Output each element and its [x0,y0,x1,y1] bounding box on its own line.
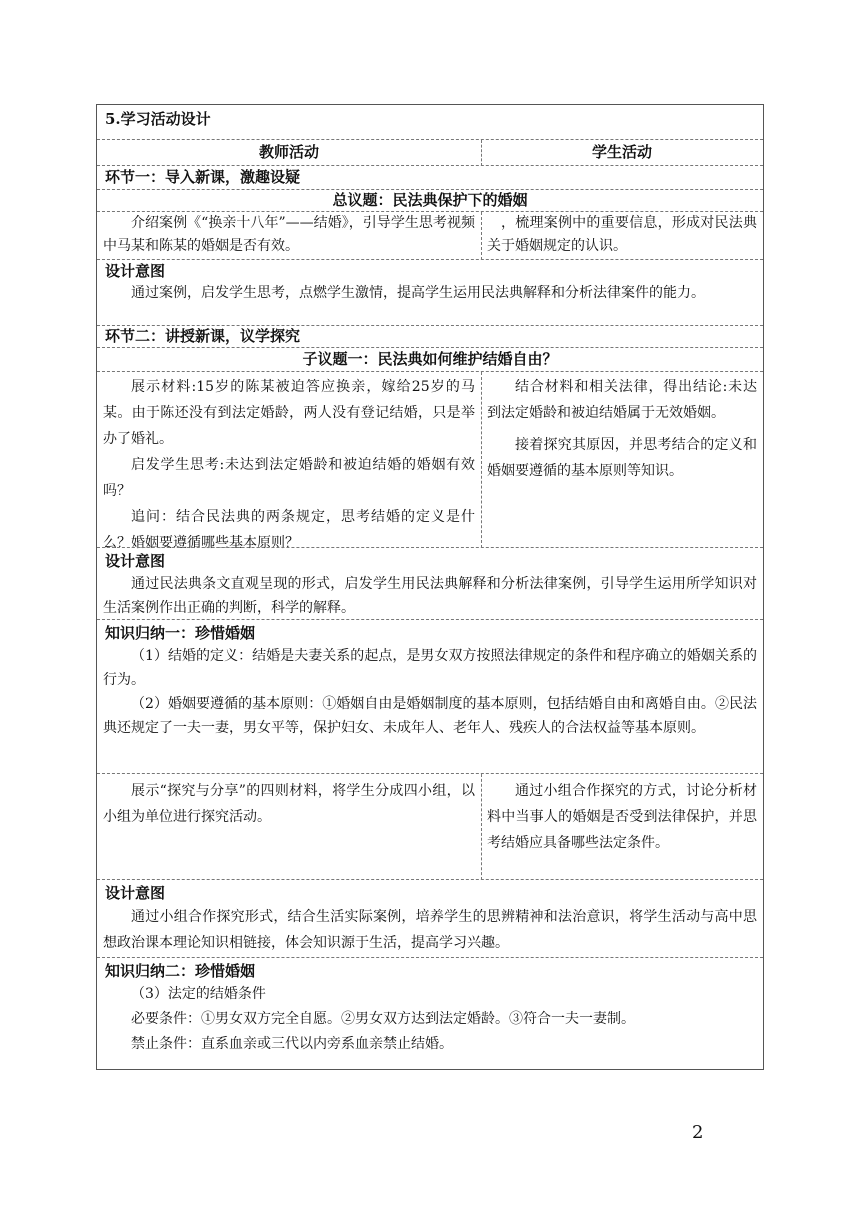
stage1-teacher-cell [97,212,481,258]
intent3-title: 设计意图 [105,884,166,902]
stage3-student-cell [481,774,763,856]
page-number: 2 [692,1122,704,1143]
stage1-teacher-text: 介绍案例《“换亲十八年”——结婚》，引导学生思考视频中马某和陈某的婚姻是否有效。 [103,215,475,254]
intent2-row [97,547,763,619]
stage2-student-cell [481,372,763,484]
knowledge2-p2: 必要条件：①男女双方完全自愿。②男女双方达到法定婚龄。③符合一夫一妻制。 [131,1011,635,1027]
student-activity-header: 学生活动 [591,143,652,161]
stage1-topic-row [97,189,763,211]
intent1-text: 通过案例，启发学生思考，点燃学生激情，提高学生运用民法典解释和分析法律案件的能力。 [131,285,705,301]
intent1-title: 设计意图 [105,262,166,280]
knowledge2-p1: （3）法定的结婚条件 [131,986,266,1002]
stage3-content-row [97,773,763,879]
stage1-student-text: ，梳理案例中的重要信息，形成对民法典关于婚姻规定的认识。 [487,215,757,254]
stage1-title: 环节一：导入新课，激趣设疑 [105,168,301,186]
intent2-cell [97,548,763,620]
knowledge1-row [97,619,763,773]
intent2-text: 通过民法典条文直观呈现的形式，启发学生用民法典解释和分析法律案例，引导学生运用所学知识对生活案例作出正确的判断，科学的解释。 [103,576,757,616]
stage3-teacher-text: 展示“探究与分享”的四则材料，将学生分成四小组，以小组为单位进行探究活动。 [103,783,475,825]
knowledge2-title: 知识归纳二：珍惜婚姻 [105,962,256,980]
stage1-title-row [97,165,763,189]
stage2-teacher-p1: 展示材料:15岁的陈某被迫答应换亲，嫁给25岁的马某。由于陈还没有到法定婚龄，两人没有登记结婚，只是举办了婚礼。 [103,379,475,447]
stage2-topic: 子议题一：民法典如何维护结婚自由？ [302,350,558,368]
stage3-teacher-cell [97,774,481,830]
knowledge1-cell [97,620,763,740]
section-title-row [97,105,763,133]
intent3-cell [97,880,763,956]
intent3-row [97,879,763,957]
knowledge2-p3: 禁止条件：直系血亲或三代以内旁系血亲禁止结婚。 [131,1036,453,1052]
stage2-teacher-p3: 追问：结合民法典的两条规定，思考结婚的定义是什么？婚姻要遵循哪些基本原则？ [103,509,475,551]
section-title: 5.学习活动设计 [105,110,211,128]
stage3-student-text: 通过小组合作探究的方式，讨论分析材料中当事人的婚姻是否受到法律保护，并思考结婚应具备哪些法定条件。 [487,783,757,851]
stage2-student-p1: 结合材料和相关法律，得出结论:未达到法定婚龄和被迫结婚属于无效婚姻。 [487,379,757,421]
stage1-content-row [97,211,763,259]
knowledge2-row [97,957,763,1069]
teacher-activity-header: 教师活动 [258,143,319,161]
lesson-plan-table [96,104,764,1070]
stage2-title-row [97,325,763,347]
stage2-title: 环节二：讲授新课，议学探究 [105,327,301,345]
intent2-title: 设计意图 [105,552,166,570]
stage2-content-row [97,371,763,551]
stage2-teacher-p2: 启发学生思考:未达到法定婚龄和被迫结婚的婚姻有效吗？ [103,457,475,499]
knowledge2-cell [97,958,763,1057]
stage1-student-cell [481,212,763,258]
intent1-row [97,259,763,325]
knowledge1-p2: （2）婚姻要遵循的基本原则：①婚姻自由是婚姻制度的基本原则，包括结婚自由和离婚自由。②民法典还规定了一夫一妻，男女平等，保护妇女、未成年人、老年人、残疾人的合法权益等基本原则。 [103,696,757,736]
stage1-topic: 总议题：民法典保护下的婚姻 [332,191,528,209]
stage2-student-p2: 接着探究其原因，并思考结合的定义和婚姻要遵循的基本原则等知识。 [487,437,757,479]
stage2-topic-row [97,347,763,371]
knowledge1-title: 知识归纳一：珍惜婚姻 [105,624,256,642]
intent1-cell [97,260,763,305]
intent3-text: 通过小组合作探究形式，结合生活实际案例，培养学生的思辨精神和法治意识，将学生活动与高中思想政治课本理论知识相链接，体会知识源于生活，提高学习兴趣。 [103,909,757,951]
stage2-teacher-cell [97,372,481,556]
knowledge1-p1: （1）结婚的定义：结婚是夫妻关系的起点，是男女双方按照法律规定的条件和程序确立的婚姻关系的行为。 [103,648,757,688]
column-header-row [97,139,763,165]
